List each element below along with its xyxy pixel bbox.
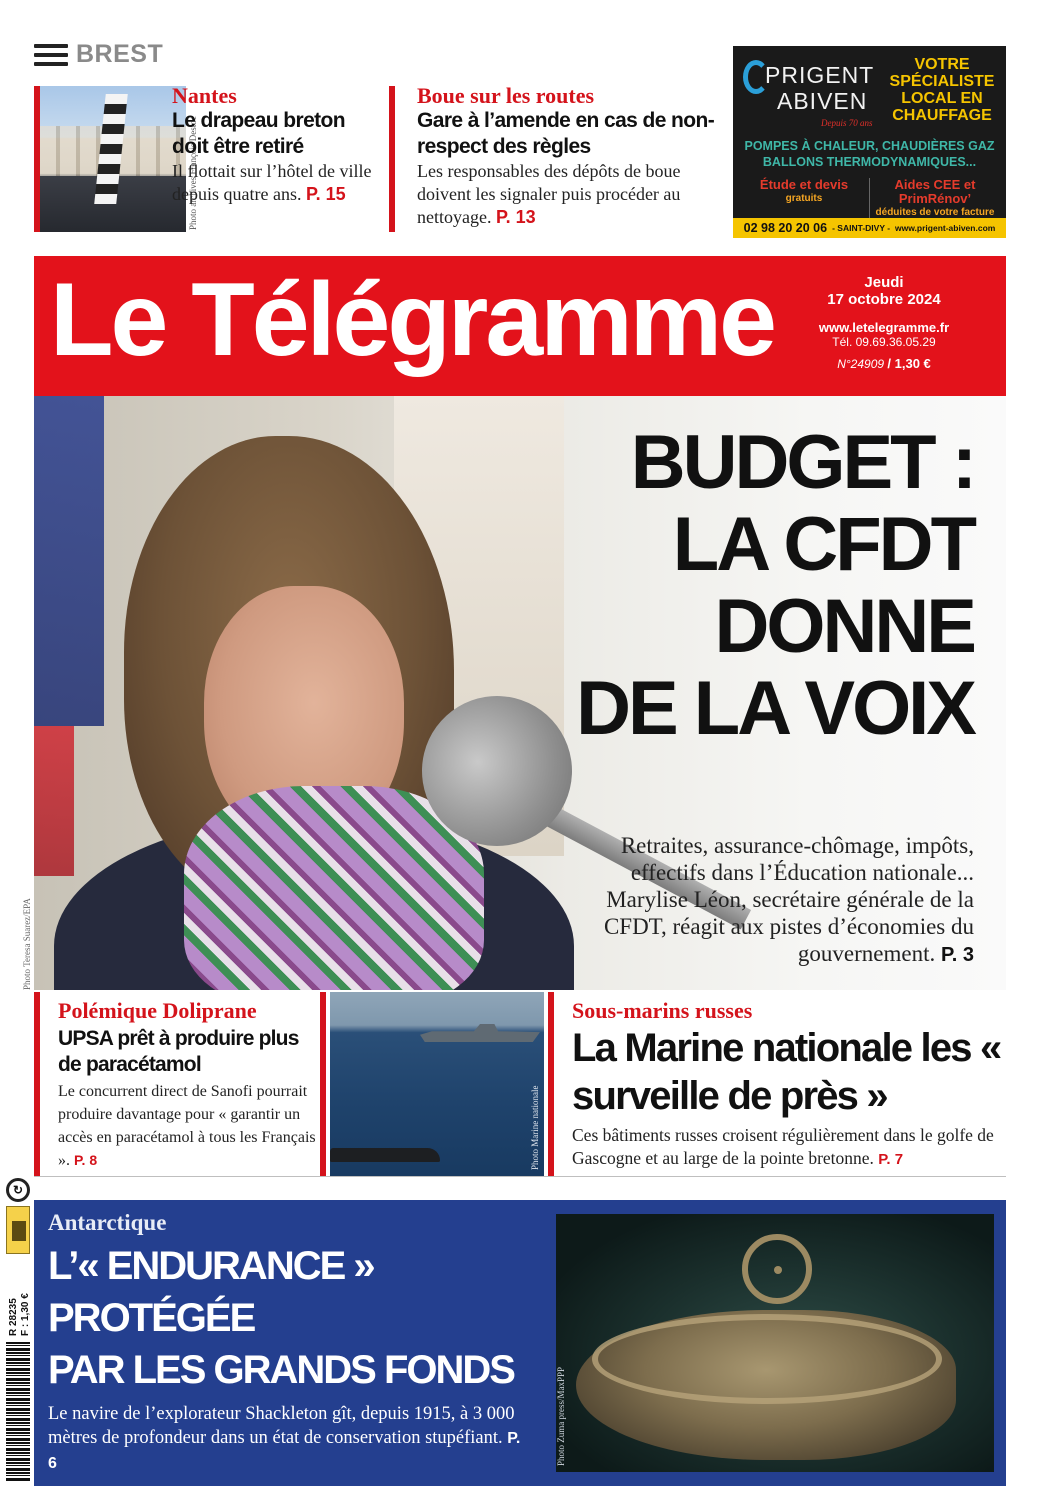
story-body: Le navire de l’explorateur Shackleton gît, depuis 1915, à 3 000 mètres de profondeur dans un état de conservation stupéfiant. P. 6 <box>48 1404 521 1472</box>
story-body: Le concurrent direct de Sanofi pourrait produire davantage pour « garantir un accès en paracétamol à tous les Français ». P. 8 <box>58 1083 316 1169</box>
page-ref[interactable]: P. 7 <box>878 1151 904 1168</box>
story-text <box>572 998 1004 1171</box>
photo-credit: Photo archives François Destoc <box>188 116 198 230</box>
teaser-headline[interactable]: Le drapeau breton doit être retiré <box>172 109 345 158</box>
story-accent-bar <box>34 992 40 1176</box>
teaser-headline[interactable]: Gare à l’amende en cas de non-respect des règles <box>417 109 715 158</box>
wreck-rail <box>592 1314 942 1404</box>
issue-number: N°24909 / 1,30 € <box>837 356 931 371</box>
brand-line1: PRIGENT <box>765 62 875 88</box>
page-ref[interactable]: P. 6 <box>48 1430 521 1472</box>
masthead <box>34 256 1006 396</box>
offer-quote: Étude et devis gratuits <box>759 177 849 204</box>
ship-wheel-icon <box>742 1234 812 1304</box>
eu-flag-image <box>34 396 104 726</box>
divider <box>34 1176 1006 1177</box>
teaser-kicker: Nantes <box>172 83 237 108</box>
teaser-kicker: Boue sur les routes <box>417 83 595 108</box>
offer-aid: Aides CEE et PrimRénov’ déduites de votre facture <box>869 178 1000 220</box>
main-story[interactable] <box>34 396 1006 990</box>
page-ref[interactable]: P. 3 <box>941 944 974 966</box>
photo-credit: Photo Zuma press/MaxPPP <box>556 1366 566 1466</box>
story-accent-bar <box>320 992 326 1176</box>
teaser-accent-bar <box>389 86 395 232</box>
issue-day: Jeudi <box>864 274 904 291</box>
newspaper-title[interactable]: Le Télégramme <box>50 262 774 378</box>
story-accent-bar <box>548 992 554 1176</box>
teaser-photo-flag <box>40 86 186 232</box>
advertisement-prigent-abiven[interactable] <box>733 46 1006 238</box>
story-headline[interactable]: La Marine nationale les « surveille de près » <box>572 1026 1001 1118</box>
teaser-text <box>417 84 717 229</box>
french-flag-image <box>34 726 74 876</box>
teaser-boue[interactable] <box>389 83 719 232</box>
teaser-body: Les responsables des dépôts de boue doivent les signaler puis procéder au nettoyage. P. 13 <box>417 161 681 227</box>
sea-photo <box>330 992 544 1176</box>
photo-credit: Photo Teresa Suarez/EPA <box>22 898 32 990</box>
brand-tagline: Depuis 70 ans <box>821 118 873 128</box>
story-body: Ces bâtiments russes croisent régulièrement dans le golfe de Gascogne et au large de la pointe bretonne. P. 7 <box>572 1125 994 1168</box>
masthead-info <box>804 274 964 371</box>
recycle-icon: ↻ <box>6 1178 30 1202</box>
story-kicker: Sous-marins russes <box>572 998 753 1023</box>
teaser-text <box>172 84 372 206</box>
menu-icon[interactable] <box>34 44 68 66</box>
advert-slogan: VOTRE SPÉCIALISTE LOCAL EN CHAUFFAGE <box>889 56 995 124</box>
edition-name: BREST <box>76 40 164 68</box>
advert-logo <box>743 56 883 136</box>
advert-town: - SAINT-DIVY - <box>832 223 891 233</box>
advert-phone[interactable]: 02 98 20 20 06 <box>743 221 828 235</box>
story-kicker: Polémique Doliprane <box>58 998 257 1023</box>
story-marine[interactable] <box>548 992 1006 1176</box>
page-ref[interactable]: P. 13 <box>495 207 536 227</box>
price-code: R 28235 F : 1,30 € <box>8 1293 31 1336</box>
story-doliprane[interactable] <box>34 992 326 1176</box>
page-ref[interactable]: P. 8 <box>74 1152 98 1168</box>
story-headline[interactable]: UPSA prêt à produire plus de paracétamol <box>58 1027 299 1076</box>
barcode-icon <box>6 1342 30 1482</box>
edition-selector[interactable] <box>34 40 163 69</box>
story-kicker: Antarctique <box>48 1210 167 1235</box>
brand-line2: ABIVEN <box>777 88 868 114</box>
kiosk-icon <box>6 1206 30 1254</box>
teaser-nantes[interactable] <box>34 83 372 232</box>
issue-date: 17 octobre 2024 <box>827 291 941 308</box>
main-deck: Retraites, assurance-chômage, impôts, effectifs dans l’Éducation nationale... Marylise Léon, secrétaire générale de la CFDT, réagit aux pistes d’économies du gouvernement. P. 3 <box>603 833 974 966</box>
photo-credit: Photo Marine nationale <box>530 1085 540 1170</box>
main-headline[interactable]: BUDGET : LA CFDT DONNE DE LA VOIX <box>576 420 974 751</box>
frigate-image <box>420 1024 540 1042</box>
barcode-strip <box>4 1176 32 1486</box>
issue-price: / 1,30 € <box>887 356 931 371</box>
advert-offers <box>739 178 1000 220</box>
page-ref[interactable]: P. 15 <box>305 184 346 204</box>
story-text <box>58 998 320 1172</box>
phone-number: Tél. 09.69.36.05.29 <box>832 335 936 349</box>
story-endurance[interactable] <box>34 1200 1006 1486</box>
story-headline[interactable]: L’« ENDURANCE » PROTÉGÉE PAR LES GRANDS FONDS <box>48 1244 514 1392</box>
shipwreck-photo <box>556 1214 994 1472</box>
advert-services: POMPES À CHALEUR, CHAUDIÈRES GAZ BALLONS THERMODYNAMIQUES... <box>744 139 995 169</box>
teaser-body: Il flottait sur l’hôtel de ville depuis quatre ans. P. 15 <box>172 161 372 204</box>
website-link[interactable]: www.letelegramme.fr <box>818 320 950 335</box>
advert-website[interactable]: www.prigent-abiven.com <box>895 223 996 233</box>
advert-contact[interactable] <box>733 218 1006 238</box>
submarine-image <box>330 1148 440 1162</box>
